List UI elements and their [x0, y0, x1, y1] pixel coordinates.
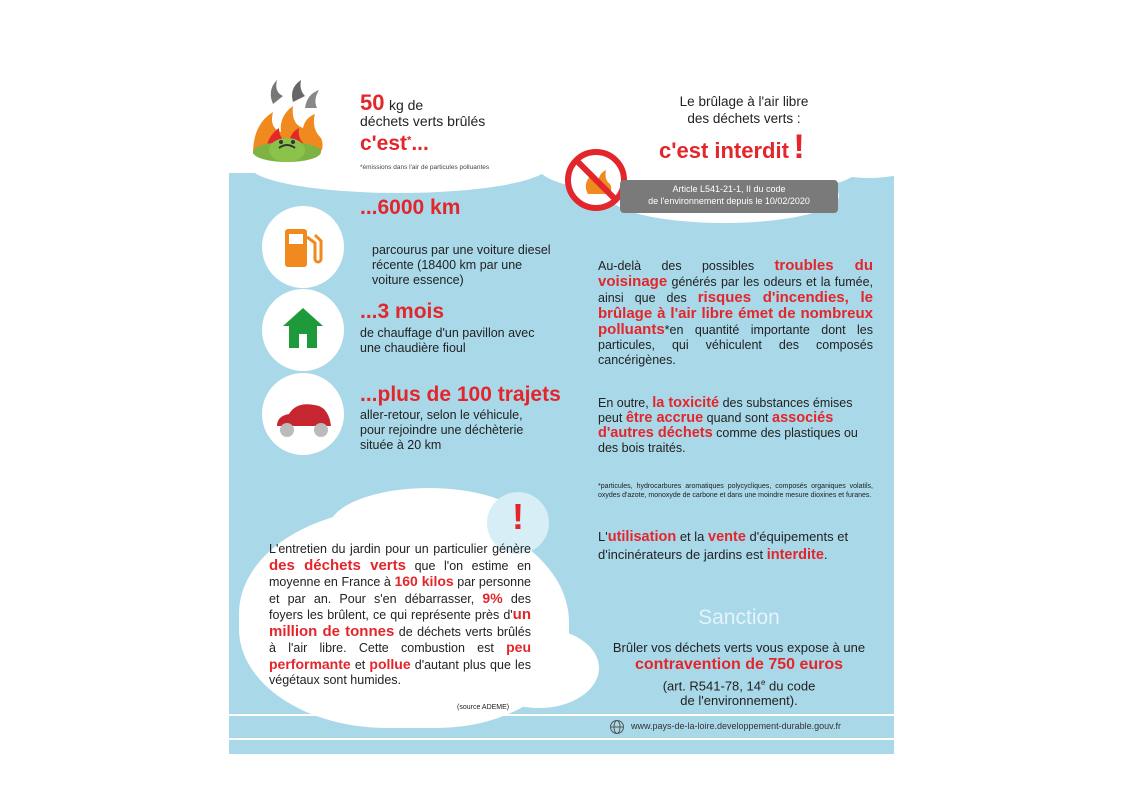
- p1-red-2: risques d'incendies, le brûlage à l'air libre émet de nombreux polluants: [598, 289, 874, 338]
- p3-text-3: d'équipements et d'incinérateurs de jardins est: [598, 529, 849, 562]
- p1-text-3: *en quantité importante dont les particules, qui véhiculent des composés cancérigènes.: [598, 323, 873, 367]
- ban-line1: Le brûlage à l'air libre: [679, 94, 809, 109]
- sanction-line1: Brûler vos déchets verts vous expose à une: [612, 640, 866, 655]
- p2-text-3: quand sont: [703, 411, 773, 425]
- p3-red-1: utilisation: [607, 529, 677, 545]
- sanction-sup: e: [760, 678, 766, 687]
- lb-text-6: et: [350, 657, 370, 672]
- sanction-ref1: (art. R541-78, 14: [662, 678, 761, 694]
- lb-text-3: par personne et par an. Pour s'en débarrasser,: [269, 575, 532, 606]
- sanction-amount: contravention de 750 euros: [634, 656, 844, 673]
- car-icon: [271, 396, 337, 440]
- fuel-pump-icon: [279, 223, 327, 271]
- right-paragraph-1: [598, 258, 873, 368]
- intro-unit: kg de: [388, 97, 424, 113]
- lb-text-5: de déchets verts brûlés à l'air libre. Cette combustion est: [269, 624, 531, 655]
- lb-text-1: L'entretien du jardin pour un particulier génère: [269, 542, 531, 556]
- p3-text-4: .: [823, 547, 828, 562]
- source-label: (source ADEME): [457, 704, 510, 711]
- p2-red-2: être accrue: [625, 410, 704, 426]
- footer-url-link[interactable]: www.pays-de-la-loire.developpement-durable.gouv.fr: [631, 721, 841, 731]
- ban-title: [659, 128, 805, 167]
- p2-red-3: associés d'autres déchets: [598, 410, 834, 441]
- sanction-title: Sanction: [698, 606, 780, 629]
- lb-red-2: 160 kilos: [394, 573, 454, 589]
- article-line1: Article L541-21-1, II du code: [672, 184, 786, 194]
- right-paragraph-3: [598, 528, 873, 564]
- cest-dots: ...: [411, 132, 429, 155]
- globe-icon: [609, 719, 625, 735]
- stat-headline-3: ...plus de 100 trajets: [360, 383, 561, 406]
- lb-red-1: des déchets verts: [269, 556, 406, 574]
- sanction-ref: [594, 675, 884, 708]
- intro-number: 50: [360, 90, 385, 115]
- stat-text-3: aller-retour, selon le véhicule, pour rejoindre une déchèterie située à 20 km: [360, 408, 524, 452]
- ban-exclaim: !: [793, 128, 805, 166]
- lb-text-2: que l'on estime en moyenne en France à: [269, 558, 531, 589]
- intro-line2: déchets verts brûlés: [360, 113, 486, 129]
- sanction-ref3: de l'environnement).: [680, 693, 798, 709]
- cest-label: c'est: [360, 132, 408, 155]
- cest-star: *: [407, 134, 412, 147]
- lb-red-5: peu performante: [269, 639, 531, 672]
- lb-red-6: pollue: [369, 655, 411, 672]
- p2-text-2: des substances émises peut: [598, 396, 853, 425]
- p2-red-1: la toxicité: [652, 395, 720, 411]
- article-line2: de l'environnement depuis le 10/02/2020: [648, 196, 810, 206]
- right-footnote: *particules, hydrocarbures aromatiques polycycliques, composés organiques volatils, oxydes d'azote, monoxyde de carbone et dans une moindre mesure dioxines et furanes.: [598, 483, 873, 499]
- lb-red-4: un million de tonnes: [269, 606, 531, 640]
- house-icon: [279, 304, 327, 352]
- p2-text-4: comme des plastiques ou des bois traités.: [598, 426, 858, 455]
- lb-text-4: des foyers les brûlent, ce qui représente près d': [269, 591, 531, 622]
- stat-headline-1: ...6000 km: [360, 196, 461, 219]
- left-box-text: [269, 542, 531, 689]
- intro-footnote: *émissions dans l'air de particules polluantes: [360, 164, 490, 171]
- ban-line2: des déchets verts :: [687, 111, 801, 126]
- intro-cest: [360, 132, 429, 156]
- stat-headline-2: ...3 mois: [360, 300, 445, 323]
- stat-text-1: parcourus par une voiture diesel récente (18400 km par une voiture essence): [372, 243, 551, 287]
- poster: [229, 68, 894, 754]
- right-paragraph-2: [598, 396, 873, 456]
- left-box-exclaim: !: [512, 496, 524, 537]
- p3-text-2: et la: [676, 529, 708, 544]
- burning-waste-icon: [243, 74, 331, 164]
- ban-title-text: c'est interdit: [659, 138, 789, 163]
- stat-text-2: de chauffage d'un pavillon avec une chaudière fioul: [360, 326, 535, 355]
- lb-text-7: d'autant plus que les végétaux sont humides.: [269, 657, 532, 687]
- p2-text-1: En outre,: [598, 396, 653, 410]
- sanction-ref2: du code: [765, 678, 816, 694]
- p1-red-1: troubles du voisinage: [598, 257, 873, 290]
- article-badge: [620, 180, 838, 213]
- p3-text-1: L': [598, 529, 608, 544]
- p1-text-1: Au-delà des possibles: [598, 259, 775, 273]
- lb-red-3: 9%: [482, 589, 503, 606]
- p3-red-3: interdite: [766, 547, 824, 563]
- p1-text-2: générés par les odeurs et la fumée, ainsi que des: [598, 275, 873, 305]
- no-fire-icon: [564, 148, 628, 212]
- p3-red-2: vente: [708, 529, 746, 545]
